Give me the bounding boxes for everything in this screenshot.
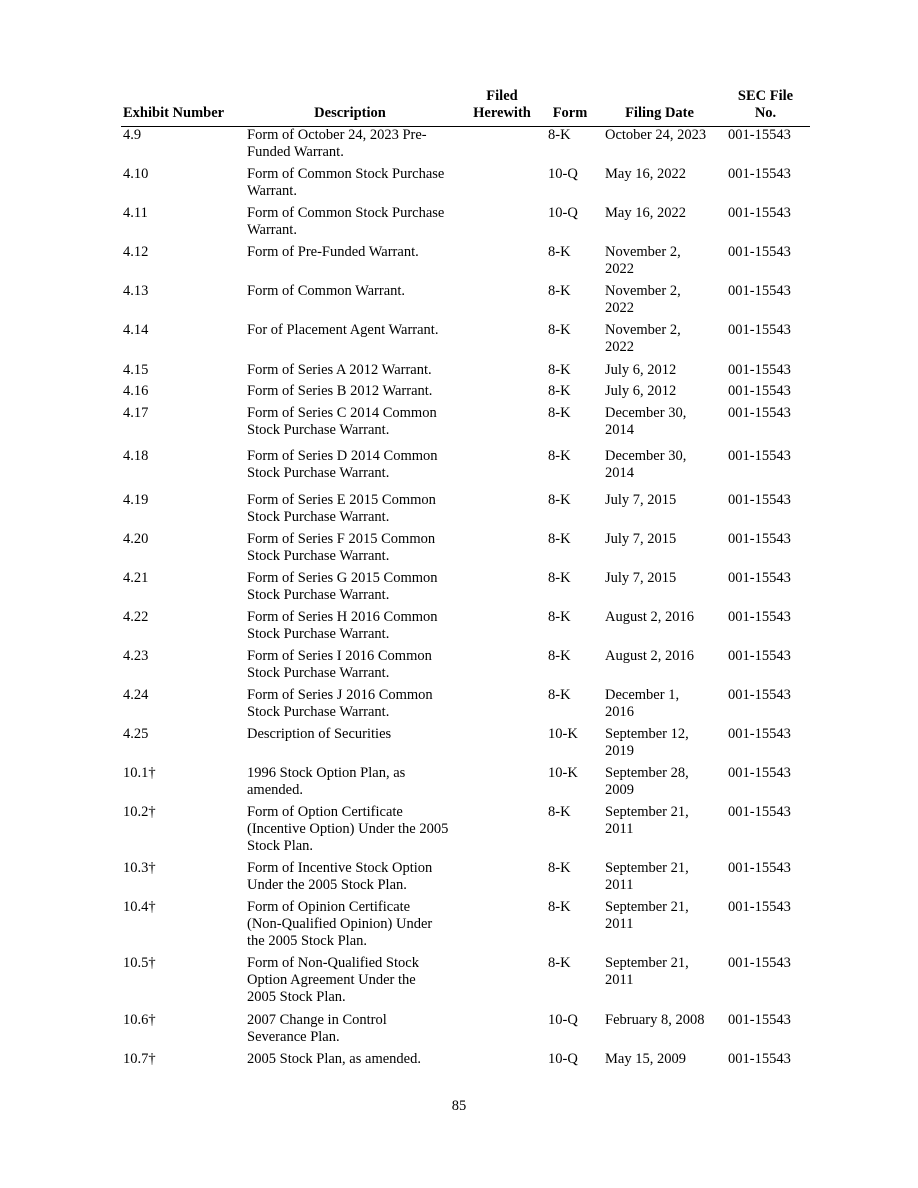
sec-file-number: 001-15543 [728, 492, 791, 508]
filing-date [605, 648, 712, 665]
header-exhibit-number-text: Exhibit Number [123, 105, 225, 121]
sec-file-number: 001-15543 [728, 765, 791, 781]
filing-date-line: December 30, [605, 405, 687, 421]
sec-file-number: 001-15543 [728, 955, 791, 971]
form-type: 10-Q [548, 1012, 578, 1028]
header-filed-herewith-line2: Herewith [473, 105, 531, 121]
exhibit-number: 4.25 [123, 726, 149, 742]
filing-date-line: 2022 [605, 261, 634, 277]
form-type: 10-Q [548, 1051, 578, 1067]
description-line: Stock Purchase Warrant. [247, 587, 390, 603]
form-type: 10-K [548, 726, 578, 742]
description-line: Stock Purchase Warrant. [247, 665, 390, 681]
sec-file-number: 001-15543 [728, 448, 791, 464]
exhibit-number: 4.19 [123, 492, 149, 508]
sec-file-number: 001-15543 [728, 1051, 791, 1067]
filing-date-line: 2011 [605, 821, 634, 837]
filing-date-line: September 21, [605, 804, 689, 820]
exhibit-number: 10.4† [123, 899, 156, 915]
header-sec-file-no [728, 88, 803, 122]
description-line: Form of October 24, 2023 Pre- [247, 127, 427, 143]
exhibit-number: 4.12 [123, 244, 149, 260]
filing-date [605, 244, 712, 278]
exhibit-description [247, 492, 462, 526]
filing-date-line: February 8, 2008 [605, 1012, 705, 1028]
sec-file-number: 001-15543 [728, 726, 791, 742]
exhibit-number: 4.10 [123, 166, 149, 182]
exhibit-description [247, 448, 462, 482]
form-type: 8-K [548, 362, 571, 378]
exhibit-number: 10.6† [123, 1012, 156, 1028]
exhibit-number: 4.24 [123, 687, 149, 703]
filing-date-line: 2009 [605, 782, 634, 798]
description-line: Form of Non-Qualified Stock [247, 955, 419, 971]
filing-date [605, 448, 712, 482]
filing-date [605, 765, 712, 799]
description-line: Form of Opinion Certificate [247, 899, 411, 915]
exhibit-number: 4.22 [123, 609, 149, 625]
sec-file-number: 001-15543 [728, 648, 791, 664]
filing-date [605, 205, 712, 222]
description-line: Stock Purchase Warrant. [247, 509, 390, 525]
description-line: Severance Plan. [247, 1029, 340, 1045]
exhibit-description [247, 166, 462, 200]
filing-date [605, 860, 712, 894]
exhibit-description [247, 1051, 462, 1068]
filing-date-line: November 2, [605, 322, 681, 338]
description-line: Warrant. [247, 183, 297, 199]
sec-file-number: 001-15543 [728, 127, 791, 143]
description-line: Form of Incentive Stock Option [247, 860, 433, 876]
exhibit-description [247, 244, 462, 261]
form-type: 8-K [548, 648, 571, 664]
filing-date [605, 492, 712, 509]
description-line: 2005 Stock Plan. [247, 989, 346, 1005]
exhibit-number: 4.15 [123, 362, 149, 378]
filing-date-line: November 2, [605, 283, 681, 299]
header-form [545, 105, 595, 122]
exhibit-description [247, 570, 462, 604]
filing-date-line: August 2, 2016 [605, 609, 695, 625]
filing-date [605, 322, 712, 356]
filing-date-line: May 15, 2009 [605, 1051, 686, 1067]
description-line: Form of Option Certificate [247, 804, 403, 820]
filing-date-line: September 12, [605, 726, 689, 742]
exhibit-number: 10.5† [123, 955, 156, 971]
filing-date-line: 2016 [605, 704, 634, 720]
filing-date-line: 2011 [605, 916, 634, 932]
filing-date-line: September 21, [605, 955, 689, 971]
description-line: 2005 Stock Plan, as amended. [247, 1051, 421, 1067]
table-header [0, 86, 918, 128]
description-line: Form of Series A 2012 Warrant. [247, 362, 432, 378]
form-type: 8-K [548, 570, 571, 586]
description-line: Stock Purchase Warrant. [247, 465, 390, 481]
header-sec-file-line1: SEC File [737, 88, 794, 104]
exhibit-description [247, 609, 462, 643]
description-line: Description of Securities [247, 726, 392, 742]
description-line: the 2005 Stock Plan. [247, 933, 368, 949]
filing-date [605, 362, 712, 379]
exhibit-description [247, 726, 462, 743]
filing-date [605, 1012, 712, 1029]
description-line: Option Agreement Under the [247, 972, 416, 988]
description-line: Stock Purchase Warrant. [247, 704, 390, 720]
description-line: Stock Purchase Warrant. [247, 548, 390, 564]
filing-date [605, 609, 712, 626]
filing-date [605, 687, 712, 721]
exhibit-number: 4.11 [123, 205, 148, 221]
exhibit-description [247, 383, 462, 400]
description-line: Form of Common Stock Purchase [247, 166, 445, 182]
description-line: Stock Purchase Warrant. [247, 422, 390, 438]
description-line: 1996 Stock Option Plan, as [247, 765, 406, 781]
description-line: Form of Series E 2015 Common [247, 492, 436, 508]
sec-file-number: 001-15543 [728, 1012, 791, 1028]
header-exhibit-number [123, 105, 233, 122]
description-line: Form of Series H 2016 Common [247, 609, 438, 625]
sec-file-number: 001-15543 [728, 860, 791, 876]
sec-file-number: 001-15543 [728, 899, 791, 915]
exhibit-description [247, 955, 462, 1006]
filing-date-line: September 21, [605, 860, 689, 876]
description-line: 2007 Change in Control [247, 1012, 387, 1028]
form-type: 8-K [548, 405, 571, 421]
form-type: 8-K [548, 244, 571, 260]
filing-date-line: September 21, [605, 899, 689, 915]
description-line: Under the 2005 Stock Plan. [247, 877, 407, 893]
exhibit-number: 4.17 [123, 405, 149, 421]
form-type: 8-K [548, 609, 571, 625]
exhibit-number: 4.14 [123, 322, 149, 338]
header-filing-date [612, 105, 707, 122]
exhibit-number: 10.3† [123, 860, 156, 876]
exhibit-number: 10.7† [123, 1051, 156, 1067]
header-form-text: Form [552, 105, 588, 121]
sec-file-number: 001-15543 [728, 362, 791, 378]
header-description-text: Description [314, 105, 386, 121]
description-line: Form of Pre-Funded Warrant. [247, 244, 419, 260]
form-type: 8-K [548, 448, 571, 464]
description-line: amended. [247, 782, 303, 798]
page-number: 85 [451, 1098, 467, 1114]
sec-file-number: 001-15543 [728, 244, 791, 260]
filing-date [605, 283, 712, 317]
filing-date [605, 531, 712, 548]
filing-date [605, 804, 712, 838]
description-line: Form of Series I 2016 Common [247, 648, 432, 664]
exhibit-description [247, 765, 462, 799]
form-type: 8-K [548, 860, 571, 876]
filing-date [605, 570, 712, 587]
filing-date-line: 2014 [605, 422, 634, 438]
header-filed-herewith [466, 88, 538, 122]
filing-date [605, 726, 712, 760]
sec-file-number: 001-15543 [728, 205, 791, 221]
description-line: Funded Warrant. [247, 144, 344, 160]
description-line: Form of Common Stock Purchase [247, 205, 445, 221]
description-line: Form of Series J 2016 Common [247, 687, 433, 703]
form-type: 10-Q [548, 166, 578, 182]
exhibit-number: 10.2† [123, 804, 156, 820]
filing-date-line: September 28, [605, 765, 689, 781]
description-line: Stock Plan. [247, 838, 314, 854]
description-line: Form of Series C 2014 Common [247, 405, 437, 421]
form-type: 8-K [548, 804, 571, 820]
sec-file-number: 001-15543 [728, 804, 791, 820]
exhibit-number: 4.16 [123, 383, 149, 399]
filing-date-line: August 2, 2016 [605, 648, 695, 664]
filing-date-line: December 1, [605, 687, 680, 703]
exhibit-description [247, 322, 462, 339]
form-type: 8-K [548, 955, 571, 971]
description-line: Form of Series D 2014 Common [247, 448, 438, 464]
description-line: Form of Series B 2012 Warrant. [247, 383, 433, 399]
description-line: Form of Series F 2015 Common [247, 531, 436, 547]
filing-date-line: July 7, 2015 [605, 492, 677, 508]
sec-file-number: 001-15543 [728, 687, 791, 703]
description-line: For of Placement Agent Warrant. [247, 322, 439, 338]
filing-date-line: October 24, 2023 [605, 127, 707, 143]
filing-date-line: May 16, 2022 [605, 166, 686, 182]
sec-file-number: 001-15543 [728, 531, 791, 547]
sec-file-number: 001-15543 [728, 609, 791, 625]
form-type: 8-K [548, 283, 571, 299]
filing-date [605, 405, 712, 439]
filing-date-line: 2022 [605, 339, 634, 355]
header-filing-date-text: Filing Date [625, 105, 694, 121]
filing-date [605, 899, 712, 933]
exhibit-description [247, 405, 462, 439]
filing-date-line: November 2, [605, 244, 681, 260]
sec-file-number: 001-15543 [728, 383, 791, 399]
filing-date-line: May 16, 2022 [605, 205, 686, 221]
filing-date-line: 2011 [605, 972, 634, 988]
sec-file-number: 001-15543 [728, 283, 791, 299]
exhibit-number: 4.23 [123, 648, 149, 664]
form-type: 8-K [548, 531, 571, 547]
exhibit-description [247, 1012, 462, 1046]
exhibit-description [247, 804, 462, 855]
filing-date-line: July 6, 2012 [605, 383, 677, 399]
filing-date [605, 127, 712, 144]
filing-date [605, 955, 712, 989]
filing-date-line: December 30, [605, 448, 687, 464]
filing-date-line: July 7, 2015 [605, 570, 677, 586]
exhibit-description [247, 362, 462, 379]
exhibit-number: 4.13 [123, 283, 149, 299]
sec-file-number: 001-15543 [728, 405, 791, 421]
form-type: 10-K [548, 765, 578, 781]
filing-date [605, 1051, 712, 1068]
exhibit-description [247, 899, 462, 950]
header-description [290, 105, 410, 122]
exhibit-description [247, 205, 462, 239]
description-line: Form of Common Warrant. [247, 283, 406, 299]
filing-date-line: 2022 [605, 300, 634, 316]
filing-date [605, 166, 712, 183]
form-type: 10-Q [548, 205, 578, 221]
form-type: 8-K [548, 322, 571, 338]
form-type: 8-K [548, 492, 571, 508]
header-filed-herewith-line1: Filed [486, 88, 518, 104]
description-line: Form of Series G 2015 Common [247, 570, 438, 586]
form-type: 8-K [548, 127, 571, 143]
sec-file-number: 001-15543 [728, 322, 791, 338]
description-line: Warrant. [247, 222, 297, 238]
header-sec-file-line2: No. [754, 105, 777, 121]
filing-date-line: 2014 [605, 465, 634, 481]
filing-date-line: 2011 [605, 877, 634, 893]
description-line: (Incentive Option) Under the 2005 [247, 821, 449, 837]
form-type: 8-K [548, 383, 571, 399]
exhibit-number: 10.1† [123, 765, 156, 781]
exhibit-number: 4.9 [123, 127, 142, 143]
filing-date [605, 383, 712, 400]
filing-date-line: July 7, 2015 [605, 531, 677, 547]
sec-file-number: 001-15543 [728, 166, 791, 182]
exhibit-description [247, 531, 462, 565]
exhibit-description [247, 860, 462, 894]
exhibit-description [247, 687, 462, 721]
exhibit-description [247, 127, 462, 161]
exhibit-description [247, 648, 462, 682]
exhibit-number: 4.21 [123, 570, 149, 586]
description-line: Stock Purchase Warrant. [247, 626, 390, 642]
exhibit-number: 4.20 [123, 531, 149, 547]
filing-date-line: 2019 [605, 743, 634, 759]
filing-date-line: July 6, 2012 [605, 362, 677, 378]
form-type: 8-K [548, 899, 571, 915]
description-line: (Non-Qualified Opinion) Under [247, 916, 433, 932]
exhibit-description [247, 283, 462, 300]
form-type: 8-K [548, 687, 571, 703]
exhibit-number: 4.18 [123, 448, 149, 464]
sec-file-number: 001-15543 [728, 570, 791, 586]
